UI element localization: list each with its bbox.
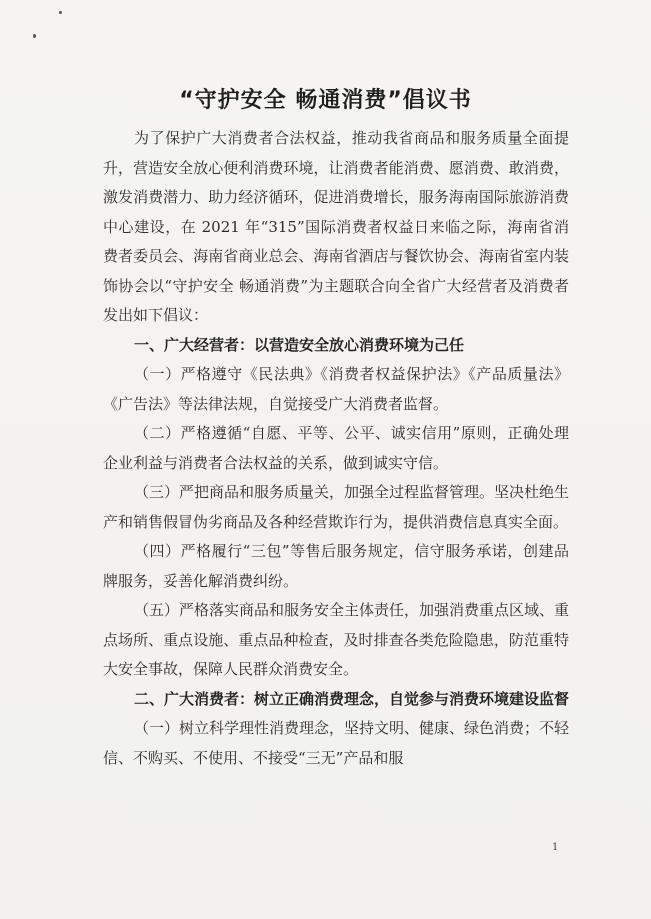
section1-item-3: （三）严把商品和服务质量关，加强全过程监督管理。坚决杜绝生产和销售假冒伪劣商品及各种经营欺诈行为，提供消费信息真实全面。 bbox=[103, 483, 570, 531]
section1-item-4: （四）严格履行“三包”等售后服务规定，信守服务承诺，创建品牌服务，妥善化解消费纠纷。 bbox=[103, 542, 569, 590]
section1-item-5: （五）严格落实商品和服务安全主体责任，加强消费重点区域、重点场所、重点设施、重点品种检查，及时排查各类危险隐患，防范重特大安全事故，保障人民群众消费安全。 bbox=[103, 601, 570, 678]
document-body bbox=[103, 124, 569, 773]
scan-speck bbox=[59, 11, 62, 14]
document-title: “守护安全 畅通消费”倡议书 bbox=[179, 88, 472, 113]
section2-item-1: （一）树立科学理性消费理念，坚持文明、健康、绿色消费；不轻信、不购买、不使用、不接受“三无”产品和服 bbox=[103, 719, 570, 767]
section-heading-consumers: 二、广大消费者：树立正确消费理念，自觉参与消费环境建设监督 bbox=[134, 689, 570, 708]
intro-paragraph: 为了保护广大消费者合法权益，推动我省商品和服务质量全面提升，营造安全放心便利消费环境，让消费者能消费、愿消费、敢消费，激发消费潜力、助力经济循环，促进消费增长，服务海南国际旅游消费中心建设，在 2021 年“315”国际消费者权益日来临之际，海南省消费者委员会、海南省商业总会、海南省酒店与餐饮协会、海南省室内装饰协会以“守护安全 畅通消费”为主题联合向全省广大经营者及消费者发出如下倡议： bbox=[103, 129, 569, 324]
section1-item-1: （一）严格遵守《民法典》《消费者权益保护法》《产品质量法》《广告法》等法律法规，自觉接受广大消费者监督。 bbox=[103, 365, 569, 413]
page-number: 1 bbox=[552, 842, 559, 853]
section1-item-2: （二）严格遵循“自愿、平等、公平、诚实信用”原则，正确处理企业利益与消费者合法权益的关系，做到诚实守信。 bbox=[103, 424, 569, 472]
scan-speck bbox=[33, 34, 36, 38]
section-heading-operators: 一、广大经营者：以营造安全放心消费环境为己任 bbox=[134, 335, 465, 354]
